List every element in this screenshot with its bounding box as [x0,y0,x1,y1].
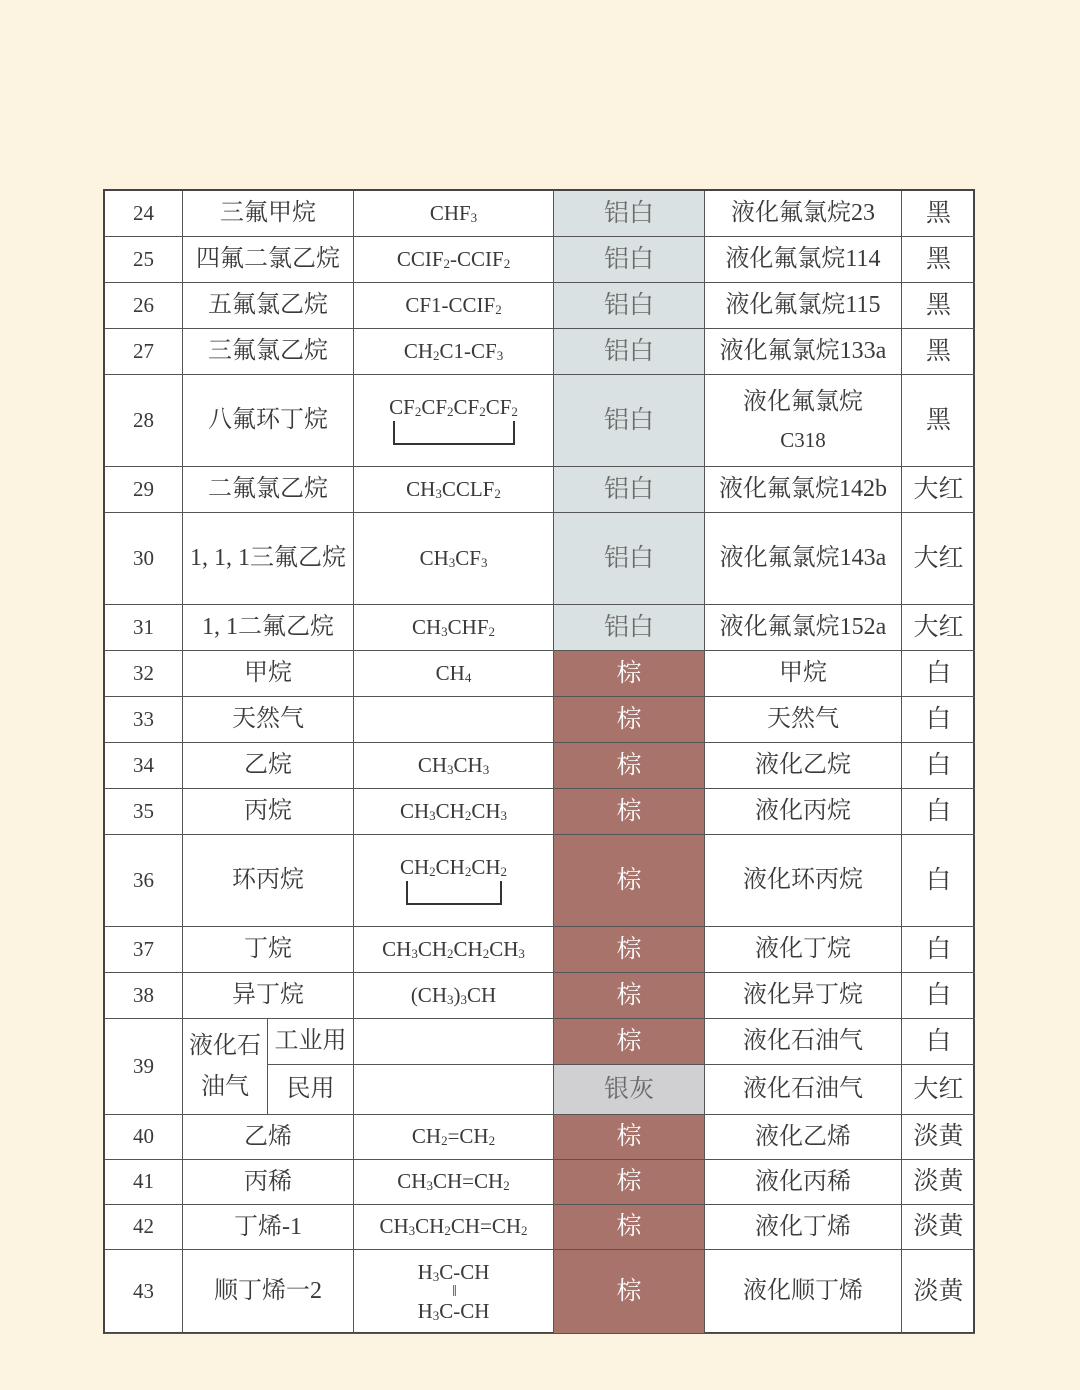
formula-subscript: 3 [480,554,488,570]
label-line: C318 [780,428,826,453]
formula-subscript: 2 [503,1178,510,1194]
chemical-formula-cell [354,375,554,467]
formula-part: -CCIF [450,246,504,271]
formula-part: CH [406,476,436,501]
formula-subscript: 3 [446,991,454,1007]
formula-part: ) [453,982,461,1007]
chemical-formula-cell [354,1250,554,1334]
chemical-formula-cell [354,697,554,743]
formula-subscript: 3 [460,991,467,1007]
chemical-formula-cell [354,651,554,697]
gas-name: 丁烯-1 [183,1205,354,1250]
chemical-formula [411,984,496,1007]
formula-subscript: 3 [496,347,504,363]
row-number: 34 [105,743,183,789]
formula-part: CH [419,545,449,570]
chemical-formula-cell [354,1065,554,1115]
formula-subscript: 3 [429,807,436,823]
label-text: 液化丙烷 [705,789,902,835]
gas-name: 甲烷 [183,651,354,697]
gas-name: 四氟二氯乙烷 [183,237,354,283]
row-number: 39 [105,1019,183,1115]
formula-subscript: 3 [448,554,456,570]
formula-part: CH [399,798,430,823]
chemical-formula [400,800,507,823]
label-color: 淡黄 [902,1205,975,1250]
formula-subscript: 3 [411,945,418,961]
chemical-formula-cell [354,1160,554,1205]
formula-part: CH [411,1124,442,1149]
body-color-swatch: 棕 [554,973,705,1019]
formula-subscript: 3 [432,1307,440,1323]
gas-name: 1, 1二氟乙烷 [183,605,354,651]
label-text: 液化环丙烷 [705,835,902,927]
row-number: 37 [105,927,183,973]
label-text: 液化石油气 [705,1019,902,1065]
formula-part: CH [411,614,442,639]
formula-part: CH=CH [450,1214,522,1239]
row-number: 30 [105,513,183,605]
formula-part: C-CH [439,1298,490,1323]
label-text: 液化氟氯烷133a [705,329,902,375]
chemical-formula-cell [354,1115,554,1160]
body-color-swatch: 棕 [554,1205,705,1250]
label-text: 液化丁烷 [705,927,902,973]
row-number: 41 [105,1160,183,1205]
label-color: 白 [902,927,975,973]
formula-part: CH [453,936,483,961]
body-color-swatch: 铝白 [554,467,705,513]
row-number: 33 [105,697,183,743]
chemical-formula-cell [354,191,554,237]
ring-formula [400,856,507,905]
formula-part: CH [399,854,430,879]
row-number: 25 [105,237,183,283]
chemical-formula-cell [354,743,554,789]
chemical-formula-cell [354,927,554,973]
chemical-formula [418,754,489,777]
formula-subscript: 2 [482,945,490,961]
label-color: 白 [902,743,975,789]
gas-name: 乙烯 [183,1115,354,1160]
body-color-swatch: 棕 [554,743,705,789]
chemical-formula [420,547,488,570]
gas-name: 五氟氯乙烷 [183,283,354,329]
label-text: 液化氟氯烷142b [705,467,902,513]
label-text [705,375,902,467]
label-line: 液化氟氯烷 [743,388,863,415]
formula-part: CH [379,1214,409,1239]
label-color: 白 [902,835,975,927]
chemical-formula [417,1259,490,1284]
chemical-formula [430,202,477,225]
label-text: 液化氟氯烷152a [705,605,902,651]
formula-part: CH [471,854,501,879]
chemical-formula [400,856,507,879]
chemical-formula [436,662,472,685]
row-number: 26 [105,283,183,329]
label-color: 白 [902,789,975,835]
formula-part: CF [389,394,415,419]
formula-part: CH [471,798,501,823]
formula-part: CH [435,854,465,879]
gas-name: 天然气 [183,697,354,743]
row-number: 43 [105,1250,183,1334]
body-color-swatch: 铝白 [554,605,705,651]
label-color: 黑 [902,375,975,467]
label-text: 天然气 [705,697,902,743]
formula-subscript: 3 [435,485,442,501]
double-bond: ‖ [452,1282,455,1300]
gas-name [183,1019,268,1115]
ring-bond-bracket [393,421,515,445]
label-color: 黑 [902,237,975,283]
formula-subscript: 2 [444,1223,451,1239]
body-color-swatch: 棕 [554,789,705,835]
row-number: 35 [105,789,183,835]
formula-subscript: 3 [482,761,490,777]
chemical-formula [412,1125,495,1148]
row-number: 27 [105,329,183,375]
formula-subscript: 2 [511,403,518,419]
label-color: 白 [902,697,975,743]
formula-part: C-CH [439,1259,490,1284]
formula-part: (CH [410,982,447,1007]
formula-subscript: 3 [408,1223,416,1239]
row-number: 38 [105,973,183,1019]
formula-subscript: 4 [464,669,472,685]
label-color: 大红 [902,467,975,513]
formula-subscript: 2 [479,403,486,419]
formula-subscript: 2 [494,485,501,501]
body-color-swatch: 铝白 [554,375,705,467]
chemical-formula [412,616,495,639]
chemical-formula-cell [354,1019,554,1065]
formula-subscript: 2 [441,1133,448,1149]
gas-name-lines [189,1033,261,1100]
formula-subscript: 3 [441,623,448,639]
body-color-swatch: 棕 [554,1250,705,1334]
label-text: 液化异丁烷 [705,973,902,1019]
label-text: 液化乙烷 [705,743,902,789]
formula-part: CH [466,982,497,1007]
label-text: 液化氟氯烷143a [705,513,902,605]
body-color-swatch: 铝白 [554,513,705,605]
gas-cylinder-color-table [103,189,975,1334]
formula-part: CF [485,394,512,419]
formula-subscript: 3 [518,945,525,961]
row-number: 42 [105,1205,183,1250]
gas-name-line: 油气 [201,1073,249,1100]
formula-subscript: 2 [464,807,472,823]
chemical-formula [397,248,510,271]
formula-subscript: 2 [488,1133,496,1149]
formula-subscript: 2 [464,863,472,879]
body-color-swatch: 铝白 [554,237,705,283]
label-color: 淡黄 [902,1160,975,1205]
row-number: 29 [105,467,183,513]
gas-name-line: 液化石 [189,1033,261,1060]
chemical-formula-cell [354,467,554,513]
label-text: 液化氟氯烷23 [705,191,902,237]
gas-name: 乙烷 [183,743,354,789]
formula-part: CH [453,752,483,777]
formula-part: CH [403,338,433,363]
body-color-swatch: 棕 [554,1019,705,1065]
formula-subscript: 2 [495,301,502,317]
chemical-formula [405,294,501,317]
gas-name: 八氟环丁烷 [183,375,354,467]
chemical-formula [417,1298,490,1323]
chemical-formula [404,340,503,363]
chemical-formula-cell [354,789,554,835]
formula-part: CH [415,1214,445,1239]
body-color-swatch: 棕 [554,651,705,697]
gas-name: 三氟氯乙烷 [183,329,354,375]
formula-part: CCIF [396,246,444,271]
formula-part: CH [435,660,465,685]
formula-subscript: 2 [433,347,440,363]
label-text: 甲烷 [705,651,902,697]
formula-subscript: 3 [470,209,478,225]
label-text: 液化丁烯 [705,1205,902,1250]
formula-subscript: 2 [488,623,496,639]
label-color: 大红 [902,1065,975,1115]
ring-formula [389,396,518,445]
formula-subscript: 2 [500,863,508,879]
formula-part: CH [417,936,447,961]
chemical-formula [379,1215,527,1238]
formula-part: CF [453,394,480,419]
gas-name: 丁烷 [183,927,354,973]
formula-subscript: 3 [426,1178,433,1194]
gas-name: 顺丁烯一2 [183,1250,354,1334]
label-color: 黑 [902,191,975,237]
chemical-formula-cell [354,1205,554,1250]
gas-name: 异丁烷 [183,973,354,1019]
usage-type: 民用 [268,1065,354,1115]
formula-subscript: 2 [443,255,450,271]
formula-part: CH [417,752,447,777]
formula-subscript: 2 [521,1223,528,1239]
formula-part: CCLF [441,476,495,501]
formula-subscript: 3 [447,761,454,777]
row-number: 31 [105,605,183,651]
formula-subscript: 3 [432,1268,440,1284]
label-text: 液化氟氯烷114 [705,237,902,283]
chemical-formula-cell [354,513,554,605]
formula-part: CF [455,545,481,570]
row-number: 28 [105,375,183,467]
usage-type: 工业用 [268,1019,354,1065]
formula-subscript: 2 [414,403,422,419]
label-color: 淡黄 [902,1250,975,1334]
label-text: 液化顺丁烯 [705,1250,902,1334]
row-number: 24 [105,191,183,237]
body-color-swatch: 棕 [554,697,705,743]
row-number: 40 [105,1115,183,1160]
chemical-formula-cell [354,283,554,329]
gas-name: 丙稀 [183,1160,354,1205]
formula-subscript: 2 [447,403,454,419]
body-color-swatch: 棕 [554,835,705,927]
label-text: 液化乙烯 [705,1115,902,1160]
chemical-formula-cell [354,835,554,927]
formula-part: CH [435,798,465,823]
formula-part: H [417,1259,433,1284]
body-color-swatch: 铝白 [554,329,705,375]
label-color: 黑 [902,329,975,375]
formula-part: CH [397,1169,427,1194]
body-color-swatch: 铝白 [554,283,705,329]
gas-name: 环丙烷 [183,835,354,927]
gas-name: 1, 1, 1三氟乙烷 [183,513,354,605]
formula-part: CHF [447,614,489,639]
label-lines [743,389,863,452]
label-color: 大红 [902,605,975,651]
gas-name: 三氟甲烷 [183,191,354,237]
label-text: 液化氟氯烷115 [705,283,902,329]
formula-part: CH=CH [432,1169,504,1194]
formula-part: H [417,1298,433,1323]
ring-bond-bracket [406,881,502,905]
chemical-formula-cell [354,973,554,1019]
chemical-formula-cell [354,605,554,651]
formula-subscript: 2 [429,863,436,879]
formula-part: =CH [447,1124,489,1149]
row-number: 36 [105,835,183,927]
label-color: 大红 [902,513,975,605]
label-text: 液化丙稀 [705,1160,902,1205]
label-color: 黑 [902,283,975,329]
label-color: 白 [902,973,975,1019]
formula-part: CH [489,936,519,961]
formula-part: CHF [429,200,471,225]
formula-subscript: 2 [447,945,454,961]
formula-part: CF [421,394,447,419]
body-color-swatch: 铝白 [554,191,705,237]
row-number: 32 [105,651,183,697]
formula-part: C1-CF [439,338,497,363]
chemical-formula-cell [354,237,554,283]
body-color-swatch: 银灰 [554,1065,705,1115]
chemical-formula [397,1170,509,1193]
label-color: 白 [902,1019,975,1065]
formula-part: CH [382,936,412,961]
body-color-swatch: 棕 [554,1115,705,1160]
formula-subscript: 3 [500,807,508,823]
body-color-swatch: 棕 [554,1160,705,1205]
label-color: 白 [902,651,975,697]
chemical-formula [382,938,525,961]
gas-name: 二氟氯乙烷 [183,467,354,513]
gas-name: 丙烷 [183,789,354,835]
chemical-formula [389,396,518,419]
structural-formula [417,1259,490,1323]
label-color: 淡黄 [902,1115,975,1160]
formula-part: CF1-CCIF [405,292,496,317]
chemical-formula [406,478,501,501]
formula-subscript: 2 [503,255,511,271]
body-color-swatch: 棕 [554,927,705,973]
label-text: 液化石油气 [705,1065,902,1115]
chemical-formula-cell [354,329,554,375]
